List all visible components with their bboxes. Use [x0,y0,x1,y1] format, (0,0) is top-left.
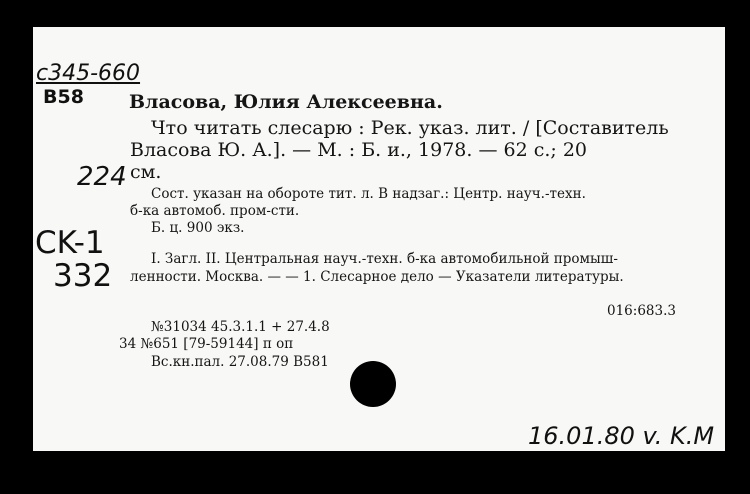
title-line-1: Что читать слесарю : Рек. указ. лит. / [Составитель [151,117,669,139]
card-punch-hole [350,361,396,407]
handwritten-date-note: 16.01.80 v. K.M [528,422,715,450]
title-line-3: см. [130,161,162,183]
price-line: Б. ц. 900 экз. [151,220,245,236]
imprint-line-3: Вс.кн.пал. 27.08.79 В581 [151,354,329,370]
title-line-2: Власова Ю. А.]. — М. : Б. и., 1978. — 62 с.; 20 [130,139,588,161]
udc-index: 016:683.3 [607,303,676,319]
handwritten-shelf-code-bottom: 332 [53,258,113,294]
handwritten-call-number: c345-660 [36,61,141,86]
imprint-line-1: №31034 45.3.1.1 + 27.4.8 [151,319,330,335]
imprint-line-2: 34 №651 [79-59144] п оп [119,336,294,352]
tracing-line-1: I. Загл. II. Центральная науч.-техн. б-ка автомобильной промыш- [151,251,618,267]
handwritten-author-mark: B58 [43,86,84,108]
note-line-1: Сост. указан на обороте тит. л. В надзаг.: Центр. науч.-техн. [151,186,586,202]
handwritten-shelf-code-top: CK-1 [35,225,105,261]
note-line-2: б-ка автомоб. пром-сти. [130,203,300,219]
tracing-line-2: ленности. Москва. — — 1. Слесарное дело — Указатели литературы. [130,269,624,285]
handwritten-shelf-mark: 224 [77,162,127,192]
author-heading: Власова, Юлия Алексеевна. [129,91,443,113]
